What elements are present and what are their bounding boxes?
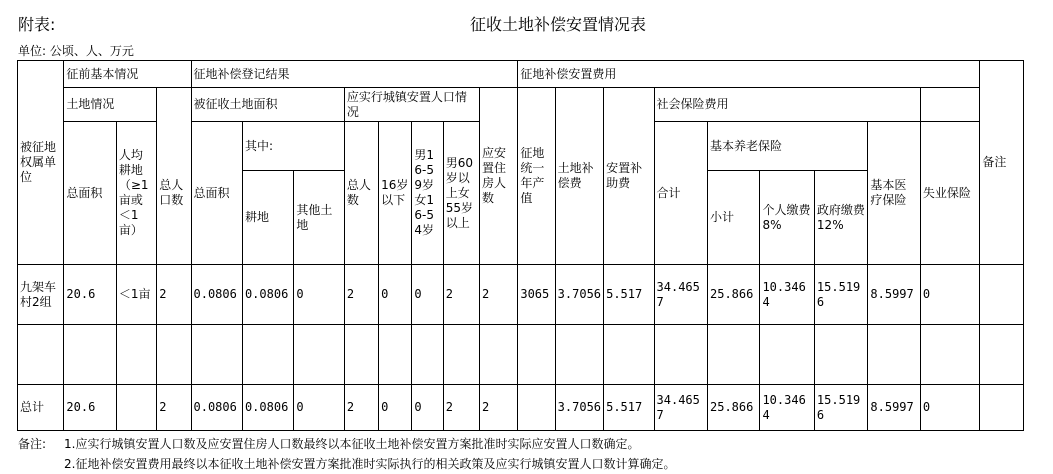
- cell-other: 0: [294, 385, 344, 431]
- cell-subsidy: 5.517: [604, 385, 654, 431]
- cell-working: 0: [412, 385, 443, 431]
- cell-exp-total: 0.0806: [191, 385, 242, 431]
- cell-total-area: 20.6: [64, 385, 116, 431]
- table-row-empty: [18, 325, 1024, 385]
- cell-output: 3065: [518, 265, 555, 325]
- table-row-total: [18, 385, 1024, 431]
- cell-unemployment: 0: [920, 385, 980, 431]
- col-pension: 基本养老保险: [708, 122, 868, 171]
- notes: [18, 434, 675, 474]
- cell-housing: 2: [480, 385, 518, 431]
- cell-medical: 8.5997: [868, 265, 920, 325]
- cell-elderly: 2: [443, 385, 479, 431]
- col-individual-payment: 个人缴费8%: [760, 171, 814, 265]
- col-expropriated-area: 被征收土地面积: [191, 88, 344, 122]
- col-per-capita-land: 人均耕地（≥1亩或＜1亩）: [116, 122, 156, 265]
- col-subtotal-all: 合计: [654, 122, 707, 265]
- col-total-population: 总人口数: [157, 88, 191, 265]
- cell-other: 0: [294, 265, 344, 325]
- attachment-label: 附表:: [18, 15, 56, 34]
- cell-cultivated: 0.0806: [242, 265, 293, 325]
- col-urban-resettlement: 应实行城镇安置人口情况: [344, 88, 479, 122]
- cell-government: 15.5196: [814, 385, 867, 431]
- col-registration: 征地补偿登记结果: [191, 61, 518, 88]
- col-total-area: 总面积: [64, 122, 116, 265]
- cell-unemployment: 0: [920, 265, 980, 325]
- col-cultivated: 耕地: [242, 171, 293, 265]
- notes-label: 备注:: [18, 437, 47, 451]
- col-resettle-total: 总人数: [344, 122, 378, 265]
- col-unit-name: 被征地权属单位: [18, 61, 64, 265]
- cell-population: 2: [157, 265, 191, 325]
- cell-remarks: [980, 265, 1024, 325]
- cell-total: 34.4657: [654, 265, 707, 325]
- cell-total: 34.4657: [654, 385, 707, 431]
- col-pre-basic: 征前基本情况: [64, 61, 191, 88]
- cell-subsidy: 5.517: [604, 265, 654, 325]
- cell-population: 2: [157, 385, 191, 431]
- cell-remarks: [980, 385, 1024, 431]
- cell-total-area: 20.6: [64, 265, 116, 325]
- col-medical: 基本医疗保险: [868, 122, 920, 265]
- cell-output: [518, 385, 555, 431]
- cell-exp-total: 0.0806: [191, 265, 242, 325]
- col-fees: 征地补偿安置费用: [518, 61, 980, 88]
- compensation-table: [17, 60, 1024, 431]
- col-working-age: 男16-59岁女16-54岁: [412, 122, 443, 265]
- table-row: [18, 265, 1024, 325]
- col-land-compensation: 土地补偿费: [555, 88, 603, 265]
- cell-individual: 10.3464: [760, 385, 814, 431]
- cell-pension-sub: 25.866: [708, 385, 760, 431]
- col-land-status: 土地情况: [64, 88, 157, 122]
- cell-cultivated: 0.0806: [242, 385, 293, 431]
- cell-unit: 总计: [18, 385, 64, 431]
- col-resettlement-subsidy: 安置补助费: [604, 88, 654, 265]
- col-social-insurance: 社会保险费用: [654, 88, 920, 122]
- page-title: 征收土地补偿安置情况表: [470, 15, 647, 34]
- note-line-1: [18, 434, 675, 454]
- cell-medical: 8.5997: [868, 385, 920, 431]
- col-unemployment: 失业保险: [920, 122, 980, 265]
- cell-individual: 10.3464: [760, 265, 814, 325]
- cell-land-comp: 3.7056: [555, 385, 603, 431]
- col-of-which: 其中:: [242, 122, 344, 171]
- cell-resettle-total: 2: [344, 385, 378, 431]
- col-remarks: 备注: [980, 61, 1024, 265]
- cell-under16: 0: [379, 265, 412, 325]
- col-elderly: 男60岁以上女55岁以上: [443, 122, 479, 265]
- col-under16: 16岁以下: [379, 122, 412, 265]
- unit-label: 单位: 公顷、人、万元: [18, 44, 134, 58]
- cell-land-comp: 3.7056: [555, 265, 603, 325]
- col-other-land: 其他土地: [294, 171, 344, 265]
- cell-government: 15.5196: [814, 265, 867, 325]
- col-housing-resettle: 应安置住房人数: [480, 88, 518, 265]
- note-text-1: 1.应实行城镇安置人口数及应安置住房人口数最终以本征收土地补偿安置方案批准时实际应安置人口数确定。: [64, 437, 640, 451]
- note-text-2: 2.征地补偿安置费用最终以本征收土地补偿安置方案批准时实际执行的相关政策及应实行城镇安置人口数计算确定。: [64, 457, 676, 471]
- col-expropriated-total: 总面积: [191, 122, 242, 265]
- cell-elderly: 2: [443, 265, 479, 325]
- cell-resettle-total: 2: [344, 265, 378, 325]
- cell-pension-sub: 25.866: [708, 265, 760, 325]
- cell-unit: 九架车村2组: [18, 265, 64, 325]
- cell-working: 0: [412, 265, 443, 325]
- cell-under16: 0: [379, 385, 412, 431]
- cell-per-capita: [116, 385, 156, 431]
- col-annual-output: 征地统一年产值: [518, 88, 555, 265]
- cell-housing: 2: [480, 265, 518, 325]
- col-pension-subtotal: 小计: [708, 171, 760, 265]
- cell-per-capita: ＜1亩: [116, 265, 156, 325]
- col-government-payment: 政府缴费12%: [814, 171, 867, 265]
